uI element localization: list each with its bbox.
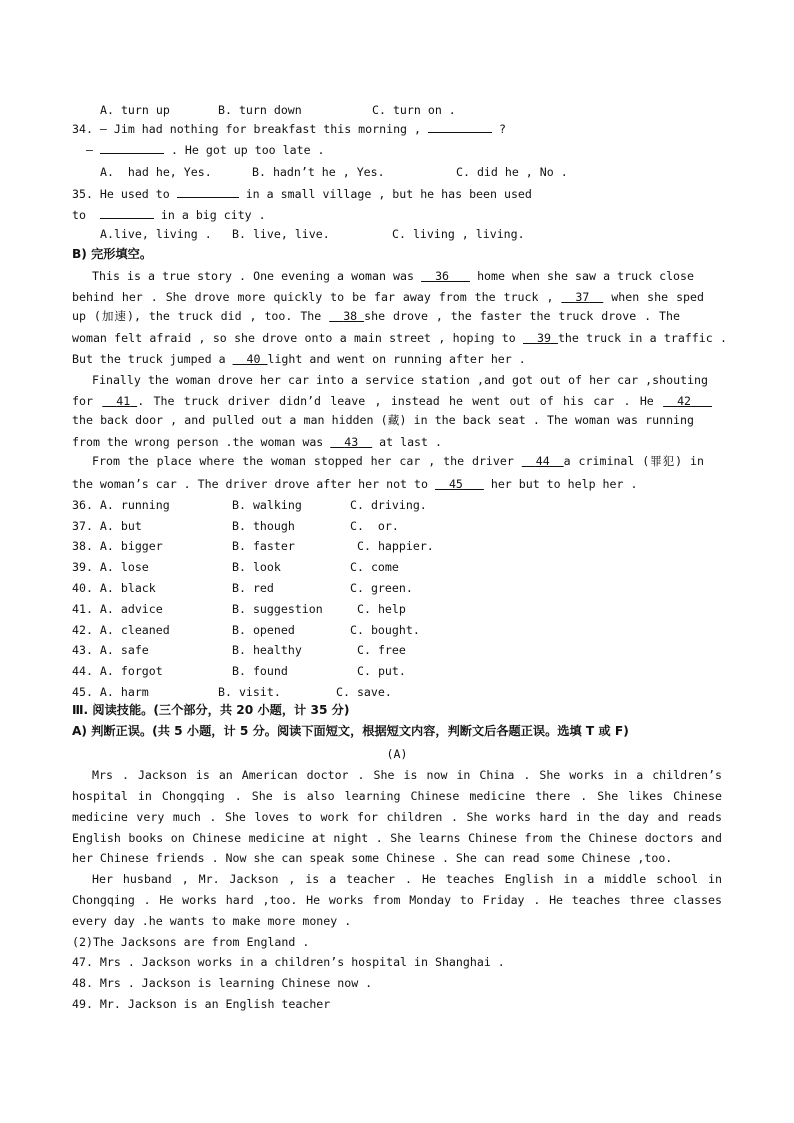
- q41-option-b[interactable]: B. suggestion: [232, 602, 323, 616]
- q39-option-b[interactable]: B. look: [232, 560, 281, 574]
- q40-option-a[interactable]: 40. A. black: [72, 581, 156, 595]
- q41-option-c[interactable]: C. help: [357, 602, 406, 616]
- cloze-p1-line4: woman felt afraid , so she drove onto a main street , hoping to 39 the truck in a traffic .: [72, 331, 727, 345]
- q43-option-a[interactable]: 43. A. safe: [72, 643, 149, 657]
- cloze-p2-line4: from the wrong person .the woman was 43 at last .: [72, 435, 442, 449]
- q37-option-c[interactable]: C. or.: [350, 519, 399, 533]
- cloze-p3-line1: From the place where the woman stopped her car , the driver 44 a criminal (罪犯) in: [92, 454, 705, 468]
- reading-p1-line2: hospital in Chongqing . She is also learning Chinese medicine there . She likes Chinese: [72, 789, 722, 803]
- reading-p2-line3: every day .he wants to make more money .: [72, 914, 352, 928]
- reading-p2-line1: Her husband , Mr. Jackson , is a teacher . He teaches English in a middle school in: [92, 872, 722, 886]
- q45-option-c[interactable]: C. save.: [336, 685, 392, 699]
- q35-option-a[interactable]: A.live, living .: [100, 227, 212, 241]
- q44-option-c[interactable]: C. put.: [357, 664, 406, 678]
- q44-option-a[interactable]: 44. A. forgot: [72, 664, 163, 678]
- blank-41[interactable]: 41: [116, 394, 131, 408]
- cloze-p2-line3: the back door , and pulled out a man hidden (藏) in the back seat . The woman was running: [72, 413, 694, 427]
- reading-p1-line4: English books on Chinese medicine at night . She learns Chinese from the Chinese doctors and: [72, 831, 722, 845]
- q38-option-b[interactable]: B. faster: [232, 539, 295, 553]
- q35-blank-2[interactable]: [100, 207, 154, 219]
- q35-option-b[interactable]: B. live, live.: [232, 227, 330, 241]
- q39-option-a[interactable]: 39. A. lose: [72, 560, 149, 574]
- q35-question: 35. He used to in a small village , but he has been used: [72, 187, 532, 201]
- q42-option-c[interactable]: C. bought.: [350, 623, 420, 637]
- statement-2[interactable]: (2)The Jacksons are from England .: [72, 935, 310, 949]
- q43-option-b[interactable]: B. healthy: [232, 643, 302, 657]
- cloze-p3-line2: the woman’s car . The driver drove after her not to 45 her but to help her .: [72, 477, 638, 491]
- blank-45[interactable]: 45: [448, 477, 463, 491]
- statement-49[interactable]: 49. Mr. Jackson is an English teacher: [72, 997, 331, 1011]
- q40-option-c[interactable]: C. green.: [350, 581, 413, 595]
- blank-42[interactable]: 42: [677, 394, 692, 408]
- q45-option-b[interactable]: B. visit.: [218, 685, 281, 699]
- q45-option-a[interactable]: 45. A. harm: [72, 685, 149, 699]
- reading-p1-line5: her Chinese friends . Now she can speak some Chinese . She can read some Chinese ,too.: [72, 851, 673, 865]
- part-a-heading: A) 判断正误。(共 5 小题，计 5 分。阅读下面短文，根据短文内容，判断文后各题正误。选填 T 或 F): [72, 724, 629, 738]
- q34-option-b[interactable]: B. hadn’t he , Yes.: [252, 165, 385, 179]
- q41-option-a[interactable]: 41. A. advice: [72, 602, 163, 616]
- q34-option-a[interactable]: A. had he, Yes.: [100, 165, 212, 179]
- blank-44[interactable]: 44: [535, 454, 550, 468]
- q37-option-a[interactable]: 37. A. but: [72, 519, 142, 533]
- cloze-p1-line2: behind her . She drove more quickly to be far away from the truck , 37 when she sped: [72, 290, 704, 304]
- blank-39[interactable]: 39: [536, 331, 551, 345]
- q34-reply: — . He got up too late .: [86, 143, 325, 157]
- blank-43[interactable]: 43: [344, 435, 359, 449]
- cloze-p1-line3: up (加速), the truck did , too. The 38 she drove , the faster the truck drove . The: [72, 309, 680, 323]
- cloze-p2-line2: for 41 . The truck driver didn’d leave , instead he went out of his car . He 42: [72, 394, 712, 408]
- reading-p1-line3: medicine very much . She loves to work for children . She works hard in the day and reads: [72, 810, 722, 824]
- reading-p2-line2: Chongqing . He works hard ,too. He works from Monday to Friday . He teaches three classes: [72, 893, 722, 907]
- q39-option-c[interactable]: C. come: [350, 560, 399, 574]
- statement-47[interactable]: 47. Mrs . Jackson works in a children’s hospital in Shanghai .: [72, 955, 505, 969]
- q36-option-b[interactable]: B. walking: [232, 498, 302, 512]
- q36-option-a[interactable]: 36. A. running: [72, 498, 170, 512]
- q35-blank-1[interactable]: [177, 186, 239, 198]
- blank-36[interactable]: 36: [435, 269, 450, 283]
- blank-37[interactable]: 37: [575, 290, 590, 304]
- q36-option-c[interactable]: C. driving.: [350, 498, 427, 512]
- q34-option-c[interactable]: C. did he , No .: [456, 165, 568, 179]
- cloze-p2-line1: Finally the woman drove her car into a service station ,and got out of her car ,shouting: [92, 373, 708, 387]
- q33-option-c[interactable]: C. turn on .: [372, 103, 456, 117]
- q33-option-b[interactable]: B. turn down: [218, 103, 302, 117]
- q40-option-b[interactable]: B. red: [232, 581, 274, 595]
- reading-p1-line1: Mrs . Jackson is an American doctor . She is now in China . She works in a children’s: [92, 768, 722, 782]
- cloze-heading: B) 完形填空。: [72, 247, 153, 261]
- q38-option-a[interactable]: 38. A. bigger: [72, 539, 163, 553]
- q44-option-b[interactable]: B. found: [232, 664, 288, 678]
- q34-blank-1[interactable]: [428, 121, 492, 133]
- q42-option-b[interactable]: B. opened: [232, 623, 295, 637]
- q43-option-c[interactable]: C. free: [357, 643, 406, 657]
- blank-40[interactable]: 40: [246, 352, 261, 366]
- q37-option-b[interactable]: B. though: [232, 519, 295, 533]
- passage-label: (A): [386, 747, 408, 761]
- section-3-heading: Ⅲ. 阅读技能。(三个部分，共 20 小题，计 35 分): [72, 703, 350, 717]
- q38-option-c[interactable]: C. happier.: [357, 539, 434, 553]
- q35-question-cont: to in a big city .: [72, 208, 266, 222]
- q42-option-a[interactable]: 42. A. cleaned: [72, 623, 170, 637]
- blank-38[interactable]: 38: [343, 309, 358, 323]
- q33-option-a[interactable]: A. turn up: [100, 103, 170, 117]
- cloze-p1-line1: This is a true story . One evening a woman was 36 home when she saw a truck close: [92, 269, 694, 283]
- cloze-p1-line5: But the truck jumped a 40 light and went on running after her .: [72, 352, 526, 366]
- q34-question: 34. — Jim had nothing for breakfast this morning , ?: [72, 122, 506, 136]
- q34-blank-2[interactable]: [100, 142, 164, 154]
- q35-option-c[interactable]: C. living , living.: [392, 227, 525, 241]
- statement-48[interactable]: 48. Mrs . Jackson is learning Chinese now .: [72, 976, 373, 990]
